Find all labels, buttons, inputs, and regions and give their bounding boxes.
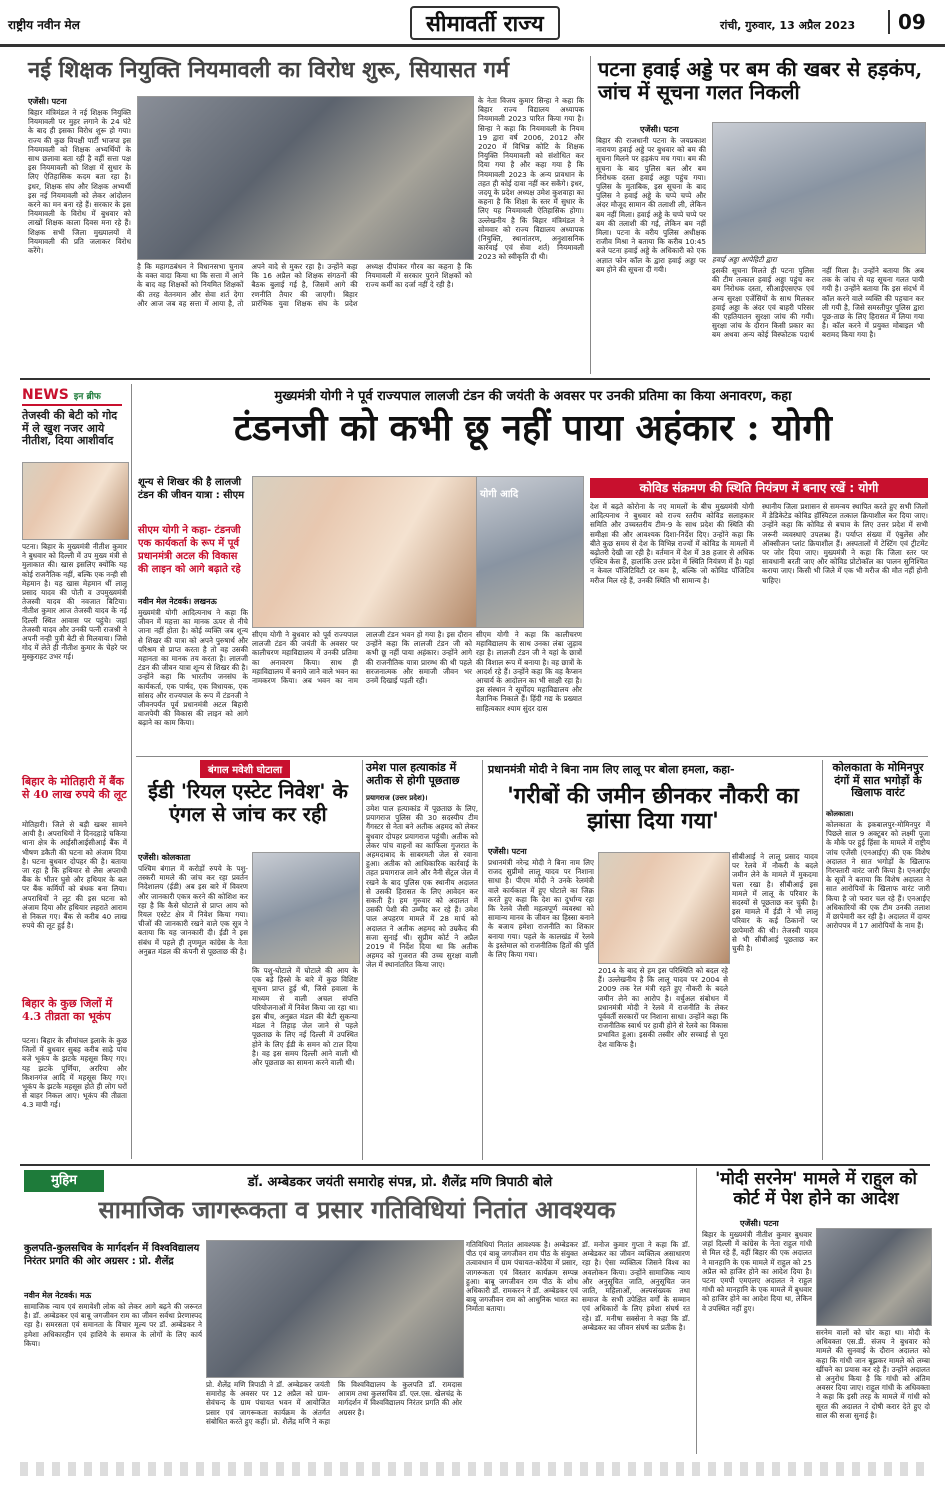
article-headline: उमेश पाल हत्याकांड में अतीक से होगी पूछताछ (366, 761, 460, 787)
column-divider (131, 384, 132, 1159)
article-text: सीबीआई ने लालू प्रसाद यादव पर रेलवे में नौकरी के बदले जमीन लेने के मामले में मुकदमा चला रखा है। सीबीआई इस मामले में लालू के परिवार के सदस्यों से पूछताछ कर चुकी है। इस मामले में ईडी ने भी लालू परिवार के कई ठिकानों पर छापेमारी की थी। तेजस्वी यादव से भी सीबीआई पूछताछ कर चुकी है। (732, 852, 818, 954)
column-divider (482, 760, 483, 1160)
article-text: स्थानीय जिला प्रशासन से समन्वय स्थापित करते हुए सभी जिलों में डेडिकेटेड कोविड हॉस्पिटल तत्काल क्रियाशील कर दिया जाए। उन्होंने कहा कि कोविड से बचाव के लिए उत्तर प्रदेश में सभी जरूरी व्यवस्थाएं उपलब्ध हैं। पर्याप्त संख्या में एंबुलेंस और ऑक्सीजन प्लांट क्रियाशील हैं। अस्पतालों में टेस्टिंग एवं ट्रीटमेंट पर जोर दिया जाए। मुख्यमंत्री ने कहा कि जिला स्तर पर सावधानी बरती जाए और कोविड प्रोटोकॉल का पालन सुनिश्चित कराया जाए। किसी भी जिले में एक भी मरीज की मौत नहीं होनी चाहिए। (762, 502, 928, 585)
brief-text: मोतिहारी। जिले से बड़ी खबर सामने आयी है। अपराधियों ने दिनदहाड़े चकिया थाना क्षेत्र के आईसीआईसीआई बैंक में भीषण डकैती की घटना को अंजाम दिया है। घटना बुधवार दोपहर की है। बताया जा रहा है कि हथियार से लैस अपराधी बैंक के भीतर घुसे और हथियार के बल पर बैंक कर्मियों को बंधक बना लिया। अपराधियों ने लूट की इस घटना को अंजाम दिया और हथियार लहराते आराम से निकल गए। बैंक से करीब 40 लाख रुपये की लूट हुई है। (22, 820, 127, 931)
article-text: उमेश पाल हत्याकांड में पूछताछ के लिए, प्रयागराज पुलिस की 30 सदस्यीय टीम गैंगस्टर से नेता बने अतीक अहमद को लेकर बुधवार दोपहर प्रयागराज पहुंची। अतीक को लेकर पांच वाहनों का काफिला गुजरात के अहमदाबाद के साबरमती जेल से रवाना हुआ। अतीक को आधिकारिक कार्रवाई के तहत प्रयागराज लाने और नैनी सेंट्रल जेल में रखने के बाद पुलिस एक स्थानीय अदालत से उसकी हिरासत के लिए आवेदन कर सकती है। हम गुरुवार को अदालत में उसकी पेशी की उम्मीद कर रहे हैं। उमेश पाल अपहरण मामले में 28 मार्च को अदालत ने अतीक अहमद को उम्रकैद की सजा सुनाई थी। सुप्रीम कोर्ट ने अप्रैल 2019 में निर्देश दिया था कि अतीक अहमद को गुजरात की उच्च सुरक्षा वाली जेल में स्थानांतरित किया जाए। (366, 804, 478, 970)
article-text: प्रो. शैलेंद्र मणि त्रिपाठी ने डॉ. अम्बेडकर जयंती समारोह के अवसर पर 12 अप्रैल को ग्राम-सेवंचन्द के ग्राम पंचायत भवन में आयोजित प्रसार एवं जागरूकता कार्यक्रम के अंतर्गत संबोधित करते हुए कहीं। प्रो. शैलेंद्र मणि ने कहा कि विश्वविद्यालय के कुलपति डॉ. रामदास आत्राम तथा कुलसचिव डॉ. एल.एस. खेलचंद्र के मार्गदर्शन में विश्वविद्यालय निरंतर प्रगति की ओर अग्रसर है। (206, 1380, 462, 1426)
article-text: कि पशु-घोटाले में घोटाले की आय के एक बड़े हिस्से के बारे में कुछ विशिष्ट सूचना प्राप्त हुई थी, जिसे हवाला के माध्यम से वाली अचल संपत्ति परियोजनाओं में निवेश किया जा रहा था। इस बीच, अनुब्रत मंडल की बेटी सुकन्या मंडल ने तिहाड़ जेल जाने से पहले पूछताछ के लिए नई दिल्ली में उपस्थित होने के लिए ईडी के समन को टाल दिया है। वह इस समय दिल्ली आने वाली थी और पूछताछ का सामना करने वाली थी। (252, 966, 358, 1068)
photo-banner-text: योगी आदि (480, 489, 519, 500)
article-headline: पटना हवाई अड्डे पर बम की खबर से हड़कंप, जांच में सूचना गलत निकली (598, 57, 923, 104)
main-kicker: मुख्यमंत्री योगी ने पूर्व राज्यपाल लालजी टंडन की जयंती के अवसर पर उनकी प्रतिमा का किया अनावरण, कहा (274, 389, 792, 404)
ceremony-photo (206, 1240, 464, 1378)
article-text: गतिविधियां नितांत आवश्यक है। अम्बेडकर पीठ एवं बाबू जगजीवन राम पीठ के संयुक्त तत्वावधान में ग्राम पंचायत-कोदैया में प्रसार, जागरूकता एवं विस्तार कार्यक्रम सम्पन्न हुआ। बाबू जगजीवन राम पीठ के शोध अधिकारी डॉ. रामकरन ने डॉ. अम्बेडकर एवं बाबू जगजीवन राम को आधुनिक भारत का निर्माता बताया। (466, 1240, 578, 1314)
section-title: सीमावर्ती राज्य (410, 6, 560, 40)
article-text: सीएम योगी ने कहा कि कालीचरण महाविद्यालय के साथ उनका लंबा जुड़ाव रहा है। लालजी टंडन जी ने यहां के छात्रों की विशाल रूप में बनाया है। वह छात्रों के आदर्श रहे हैं। उन्होंने कहा कि वह कैप्सन आचार्य के आदोलन का भी साक्षी रहा है। इस संस्थान ने सूर्योदय महाविद्यालय और वैज्ञानिक निकाले हैं। हिंदी गद्य के प्रख्यात साहित्यकार श्याम सुंदर दास (476, 630, 582, 713)
article-text: मुख्यमंत्री योगी आदित्यनाथ ने कहा कि जीवन में महत्ता का मानक ऊपर से नीचे जाना नहीं होता है। कोई व्यक्ति जब शून्य से शिखर की यात्रा को अपने पुरुषार्थ और परिश्रम से प्राप्त करता है तो वह उसकी महानता का मानक तय करता है। लालजी टंडन की जीवन यात्रा शून्य से शिखर की है। उन्होंने कहा कि भारतीय जनसंघ के कार्यकर्ता, एक पार्षद, एक विधायक, एक सांसद और राज्यपाल के रूप में टंडनजी ने जीवनपर्यंत पूर्व प्रधानमंत्री अटल बिहारी वाजपेयी की विकास की लाइन को आगे बढ़ाने का काम किया। (138, 608, 248, 728)
news-in-brief-label (22, 384, 122, 406)
story-tag: बंगाल मवेशी घोटाला (200, 760, 290, 778)
news-label: NEWS (22, 387, 69, 403)
article-headline: कोलकाता के मोमिनपुर दंगों में सात भगोड़ों के खिलाफ वारंट (832, 761, 924, 800)
photo-caption: हवाई अड्डा आपेहिटी द्वारा (712, 255, 777, 264)
brief-photo (22, 462, 129, 540)
footer-band (20, 1462, 930, 1476)
in-brief-label: इन ब्रीफ (73, 392, 101, 402)
column-divider (696, 1168, 697, 1454)
article-byline: नवीन मेल नेटवर्क। मऊ (24, 1291, 92, 1300)
campaign-tag: मुहिम (24, 1170, 104, 1192)
covid-title: कोविड संक्रमण की स्थिति नियंत्रण में बनाए रखें : योगी (590, 478, 928, 498)
rahul-photo (816, 1228, 932, 1326)
article-text: डॉ. मनोज कुमार गुप्ता ने कहा कि डॉ. अम्बेडकर का जीवन व्यक्तित्व असाधारण रहा है। ऐसा व्यक्तित्व जिसने विश्व का अवलोकन किया। उन्होंने सामाजिक न्याय और अनुसूचित जाति, अनुसूचित जन जाति, महिलाओं, अल्पसंख्यक तथा समाज के सभी उपेक्षित वर्गों के सम्मान एवं अधिकारों के लिए हमेशा संघर्ष रत रहे। डॉ. मनीषा सक्सेना ने कहा कि डॉ. अम्बेडकर का जीवन संघर्ष का प्रतीक है। (582, 1240, 690, 1332)
article-byline: कोलकाता। (826, 810, 854, 818)
article-text: है कि महागठबंधन ने विधानसभा चुनाव के वक्त वादा किया था कि सत्ता में आने के बाद वह शिक्षकों को नियमित शिक्षकों की तरह वेतनमान और सेवा शर्त देगा और आज जब वह सत्ता में आया है, तो अपने वादे से मुकर रहा है। उन्होंने कहा कि 16 अप्रैल को शिक्षक संगठनों की बैठक बुलाई गई है, जिसमें आगे की रणनीति तैयार की जाएगी। बिहार प्रारंभिक युवा शिक्षक संघ के प्रदेश अध्यक्ष दीपांकर गौरव का कहना है कि नियमावली में सरकार पुराने शिक्षकों को राज्य कर्मी का दर्जा नहीं दे रही है। (137, 262, 472, 308)
dateline: रांची, गुरुवार, 13 अप्रैल 2023 (720, 19, 856, 32)
column-divider (590, 56, 591, 374)
article-text: बिहार की राजधानी पटना के जयप्रकाश नारायण हवाई अड्डे पर बुधवार को बम की सूचना मिलने पर हड़कंप मच गया। बम की सूचना के बाद पुलिस बल और बम निरोधक दस्ता हवाई अड्डा पहुंच गया। पुलिस के मुताबिक, इस सूचना के बाद पुलिस ने हवाई अड्डे के चप्पे चप्पे और अंदर मौजूद सामान की तलाशी ली, लेकिन बम नहीं मिला। हवाई अड्डे के चप्पे चप्पे पर बम की तलाशी की गई, लेकिन बम नहीं मिला। पटना के वरीय पुलिस अधीक्षक राजीव मिश्रा ने बताया कि करीब 10:45 बजे पटना हवाई अड्डे के अधिकारी को एक अज्ञात फोन कॉल के द्वारा हवाई अड्डा पर बम होने की सूचना दी गयी। (596, 136, 706, 274)
article-text: सरनेम वालों को चोर कहा था। मोदी के अधिवक्ता एस.डी. संजय ने बुधवार को मामले की सुनवाई के दौरान अदालत को कहा कि गांधी जान बूझकर मामले को लम्बा खींचने का प्रयास कर रहे हैं। उन्होंने अदालत से अनुरोध किया है कि गांधी को अंतिम अवसर दिया जाए। राहुल गांधी के अधिवक्ता ने कहा कि इसी तरह के मामले में गांधी को सूरत की अदालत ने दोषी करार देते हुए दो साल की सजा सुनाई है। (816, 1328, 930, 1420)
page-number: 09 (888, 10, 926, 34)
article-text: सामाजिक न्याय एवं समावेशी लोक को लेकर आगे बढ़ने की जरूरत है। डॉ. अम्बेडकर एवं बाबू जगजीवन राम का जीवन सर्वथा प्रेरणास्पद रहा है। समरसता एवं समानता के विचार मूल्य पर डॉ. अम्बेडकर ने हमेशा अधिकारहीन एवं हाशिये के समाज के लोगों के लिए कार्य किया। (24, 1302, 202, 1348)
article-kicker: प्रधानमंत्री मोदी ने बिना नाम लिए लालू पर बोला हमला, कहा- (488, 763, 735, 776)
article-text: बिहार मंत्रिमंडल ने नई शिक्षक नियुक्ति नियमावली पर मुहर लगाने के 24 घंटे के बाद ही इसका विरोध शुरू हो गया। राज्य की कुछ विपक्षी पार्टी भाजपा इस नियमावली को शिक्षक अभ्यर्थियों के साथ छलावा बता रही है वहीं सत्ता पक्ष इस नियमावली को शिक्षा में सुधार के लिए ऐतिहासिक कदम बता रहा है। इधर, शिक्षक संघ और शिक्षक अभ्यर्थी इस नई नियमावली को लेकर आंदोलन करने का मन बना रहे हैं। सरकार के इस नियमावली के विरोध में बुधवार को लाखों शिक्षक काला दिवस मना रहे हैं। शिक्षक सभी जिला मुख्यालयों में नियमावली की प्रति जलाकर विरोध करेंगे। (28, 108, 131, 256)
section-rule (136, 756, 928, 757)
article-byline: एजेंसी। कोलकाता (138, 853, 191, 862)
article-text: सीएम योगी ने बुधवार को पूर्व राज्यपाल लालजी टंडन की जयंती के अवसर पर कालीचरण महाविद्यालय में उनकी प्रतिमा का अनावरण किया। साथ ही महाविद्यालय में बनाये जाने वाले भवन का नामकरण किया। अब भवन का नाम लालजी टंडन भवन हो गया है। इस दौरान उन्होंने कहा कि लालजी टंडन जी को कभी छू नहीं पाया अहंकार। उन्होंने आगे की राजनीतिक यात्रा प्रारम्भ की थी पहले सरजनात्मक और समाजी जीवन भर उनमें दिखाई पड़ती रही। (252, 630, 472, 686)
brief-headline: बिहार के कुछ जिलों में 4.3 तीव्रता का भूकंप (22, 997, 113, 1023)
article-headline: 'गरीबों की जमीन छीनकर नौकरी का झांसा दिया गया' (507, 783, 799, 835)
article-headline: ईडी 'रियल एस्टेट निवेश' के एंगल से जांच कर रही (148, 779, 348, 826)
article-headline: सामाजिक जागरूकता व प्रसार गतिविधियां नितांत आवश्यक (98, 1195, 616, 1224)
ed-photo (252, 852, 360, 964)
pull-quote: शून्य से शिखर की है लालजी टंडन की जीवन यात्रा : सीएम (138, 477, 245, 501)
article-kicker: डॉ. अम्बेडकर जयंती समारोह संपन्न, प्रो. शैलेंद्र मणि त्रिपाठी बोले (247, 1175, 553, 1190)
modi-lalu-photo (598, 852, 730, 964)
article-text: इसकी सूचना मिलते ही पटना पुलिस की टीम तत्काल हवाई अड्डा पहुंच कर बम निरोधक दस्ता, सीआईएसएफ एवं अन्य सुरक्षा एजेंसियों के साथ मिलकर हवाई अड्डा के अंदर एवं बाहरी परिसर की एहतियातन सुरक्षा जांच की गयी। सुरक्षा जांच के दौरान किसी प्रकार का बम अथवा अन्य कोई विस्फोटक पदार्थ नहीं मिला है। उन्होंने बताया कि अब तक के जांच से यह सूचना गलत पायी गयी है। उन्होंने बताया कि इस संदर्भ में कॉल करने वाले व्यक्ति की पहचान कर ली गयी है, जिसे समस्तीपुर पुलिस द्वारा पूछ-ताछ के लिए हिरासत में लिया गया है। कॉल करने में प्रयुक्त मोबाइल भी बरामद किया गया है। (712, 266, 924, 340)
column-divider (362, 760, 363, 1160)
pull-quote: कुलपति-कुलसचिव के मार्गदर्शन में विश्वविद्यालय निरंतर प्रगति की ओर अग्रसर : प्रो. शैलेंद्र (24, 1243, 200, 1267)
brief-headline: बिहार के मोतिहारी में बैंक से 40 लाख रुपये की लूट (22, 775, 127, 801)
column-divider (822, 760, 823, 1160)
section-rule (20, 1164, 930, 1166)
article-text: के नेता विजय कुमार सिन्हा ने कहा कि बिहार राज्य विद्यालय अध्यापक नियमावली 2023 पारित किया गया है। सिन्हा ने कहा कि नियमावली के नियम 19 द्वारा वर्ष 2006, 2012 और 2020 में विभिन्न कोटि के शिक्षक नियुक्ति नियमावली को संशोधित कर दिया गया है और कहा गया है कि नियमावली 2023 के अन्य प्रावधान के तहत ही कोई दावा नहीं कर सकेंगे। इधर, जदयू के प्रदेश अध्यक्ष उमेश कुशवाहा का कहना है कि शिक्षा के स्तर में सुधार के लिए यह नियमावली ऐतिहासिक होगा। उल्लेखनीय है कि बिहार मंत्रिमंडल ने सोमवार को राज्य विद्यालय अध्यापक (नियुक्ति, स्थानांतरण, अनुशासनिक कार्रवाई एवं सेवा शर्त) नियमावली 2023 को स्वीकृति दी थी। (478, 96, 584, 262)
article-text: देश में बढ़ते कोरोना के नए मामलों के बीच मुख्यमंत्री योगी आदित्यनाथ ने बुधवार को राज्य स्तरीय कोविड सलाहकार समिति और उच्चस्तरीय टीम-9 के साथ प्रदेश की स्थिति की समीक्षा की और आवश्यक दिशा-निर्देश दिए। उन्होंने कहा कि बीते कुछ समय से देश के विभिन्न राज्यों में कोविड के मामलों में बढ़ोतरी देखी जा रही है। वर्तमान में देश में 38 हजार से अधिक एक्टिव केस हैं, हालांकि उत्तर प्रदेश में स्थिति नियंत्रण में है। यहां न केवल पॉजिटिविटी दर कम है, बल्कि जो कोविड पॉजिटिव मरीज मिल रहे हैं, उनकी स्थिति भी सामान्य है। (590, 502, 754, 585)
pull-quote: सीएम योगी ने कहा- टंडनजी एक कार्यकर्ता के रूप में पूर्व प्रधानमंत्री अटल की विकास की लाइन को आगे बढ़ाते रहे (138, 525, 241, 575)
article-text: 2014 के बाद से हम इस परिस्थिति को बदल रहे हैं। उल्लेखनीय है कि लालू यादव पर 2004 से 2009 तक रेल मंत्री रहते हुए नौकरी के बदले जमीन लेने का आरोप है। वर्चुअल संबोधन में प्रधानमंत्री मोदी ने रेलवे में राजनीति के लेकर पूर्ववर्ती सरकारों पर निशाना साधा। उन्होंने कहा कि राजनीतिक स्वार्थ पर हावी होने से रेलवे का विकास प्रभावित हुआ। इसकी तस्वीर और सच्चाई से पूरा देश वाकिफ है। (598, 966, 728, 1049)
main-headline: टंडनजी को कभी छू नहीं पाया अहंकार : योगी (234, 407, 832, 449)
article-text: पश्चिम बंगाल में करोड़ों रुपये के पशु-तस्करी मामले की जांच कर रहा प्रवर्तन निदेशालय (ईडी) अब इस बारे में विवरण और जानकारी एकत्र करने की कोशिश कर रहा है कि कैसे घोटाले से प्राप्त आय को रियल एस्टेट क्षेत्र में निवेश किया गया। चीजों की जानकारी रखने वाले एक सूत्र ने बताया कि यह जानकारी दी। ईडी ने इस संबंध में पहले ही तृणमूल कांग्रेस के नेता अनुब्रत मंडल की कंपनी से पूछताछ की है। (138, 864, 248, 956)
airport-photo (712, 122, 926, 254)
brief-text: पटना। बिहार के सीमांचल इलाके के कुछ जिलों में बुधवार सुबह करीब साढ़े पांच बजे भूकंप के झटके महसूस किए गए। यह झटके पूर्णिया, अररिया और किशनगंज आदि में महसूस किए गए। भूकंप के झटके महसूस होते ही लोग घरों से बाहर निकल आए। भूकंप की तीव्रता 4.3 मापी गई। (22, 1036, 127, 1110)
section-rule (20, 378, 930, 380)
article-text: प्रधानमंत्री नरेन्द्र मोदी ने बिना नाम लिए राजद सुप्रीमो लालू यादव पर निशाना साधा है। पीएम मोदी ने उनके रेलमंत्री वाले कार्यकाल में हुए घोटाले का जिक्र करते हुए कहा कि देश का दुर्भाग्य रहा कि रेलवे जैसी महत्वपूर्ण व्यवस्था को सामान्य मानव के जीवन का हिस्सा बनाने के बजाय हमेशा राजनीति का शिकार बनाया गया। पहले के कालखंड में रेलवे के इस्तेमाल को राजनीतिक हितों की पूर्ति के लिए किया गया। (488, 858, 594, 960)
article-text: बिहार के मुख्यमंत्री नीतीश कुमार बुधवार जहां दिल्ली में कांग्रेस के नेता राहुल गांधी से मिल रहे हैं, वहीं बिहार की एक अदालत ने मानहानि के एक मामले में राहुल को 25 अप्रैल को हाजिर होने का आदेश दिया है। पटना एमपी एमएलए अदालत ने राहुल गांधी को मानहानि के एक मामले में बुधवार को हाजिर होने का आदेश दिया था, लेकिन वे उपस्थित नहीं हुए। (702, 1230, 812, 1313)
article-byline: नवीन मेल नेटवर्क। लखनऊ (138, 597, 217, 606)
article-byline: एजेंसी। पटना (640, 125, 679, 134)
article-byline: प्रयागराज (उत्तर प्रदेश)। (366, 794, 428, 802)
article-byline: एजेंसी। पटना (28, 97, 67, 106)
protest-photo (137, 96, 474, 260)
article-headline: नई शिक्षक नियुक्ति नियमावली का विरोध शुरू, सियासत गर्म (28, 57, 510, 83)
masthead-logo: राष्ट्रीय नवीन मेल (8, 18, 80, 32)
yogi-statue-photo (252, 476, 478, 628)
brief-headline: तेजस्वी की बेटी को गोद में ले खुश नजर आये नीतीश, दिया आशीर्वाद (22, 409, 118, 448)
brief-text: पटना। बिहार के मुख्यमंत्री नीतीश कुमार ने बुधवार को दिल्ली में उप मुख्य मंत्री से मुलाकात की। खास इसलिए क्योंकि यह कोई राजनैतिक नहीं, बल्कि एक नन्ही सी मेहमान है। यह खास मेहमान थीं लालू प्रसाद यादव की पोती व उपमुख्यमंत्री तेजस्वी यादव की नवजात बिटिया। नीतीश कुमार आज तेजस्वी यादव के नई दिल्ली स्थित आवास पर पहुंचे। जहां तेजस्वी यादव और उनकी पत्नी राजश्री ने अपनी नन्ही पुत्री बेटी से मिलवाया। जिसे गोद में लेते ही नीतीश कुमार के चेहरे पर मुस्कुराहट उभर गई। (22, 542, 127, 662)
article-byline: एजेंसी। पटना (740, 1219, 779, 1228)
article-byline: एजेंसी। पटना (488, 847, 527, 856)
article-text: कोलकाता के इकबालपुर-मोमिनपुर में पिछले साल 9 अक्टूबर को लक्ष्मी पूजा के मौके पर हुई हिंसा के मामले में राष्ट्रीय जांच एजेंसी (एनआईए) की एक विशेष अदालत ने सात भगोड़ों के खिलाफ गिरफ्तारी वारंट जारी किया है। एनआईए के सूत्रों ने बताया कि विशेष अदालत ने सात आरोपियों के खिलाफ वारंट जारी किया है जो फरार चल रहे हैं। एनआईए अधिकारियों की एक टीम उनकी तलाश में छापेमारी कर रही है। अदालत में दायर आरोपपत्र में 17 आरोपियों के नाम हैं। (826, 820, 930, 931)
article-headline: 'मोदी सरनेम' मामले में राहुल को कोर्ट में पेश होने का आदेश (715, 1169, 917, 1209)
